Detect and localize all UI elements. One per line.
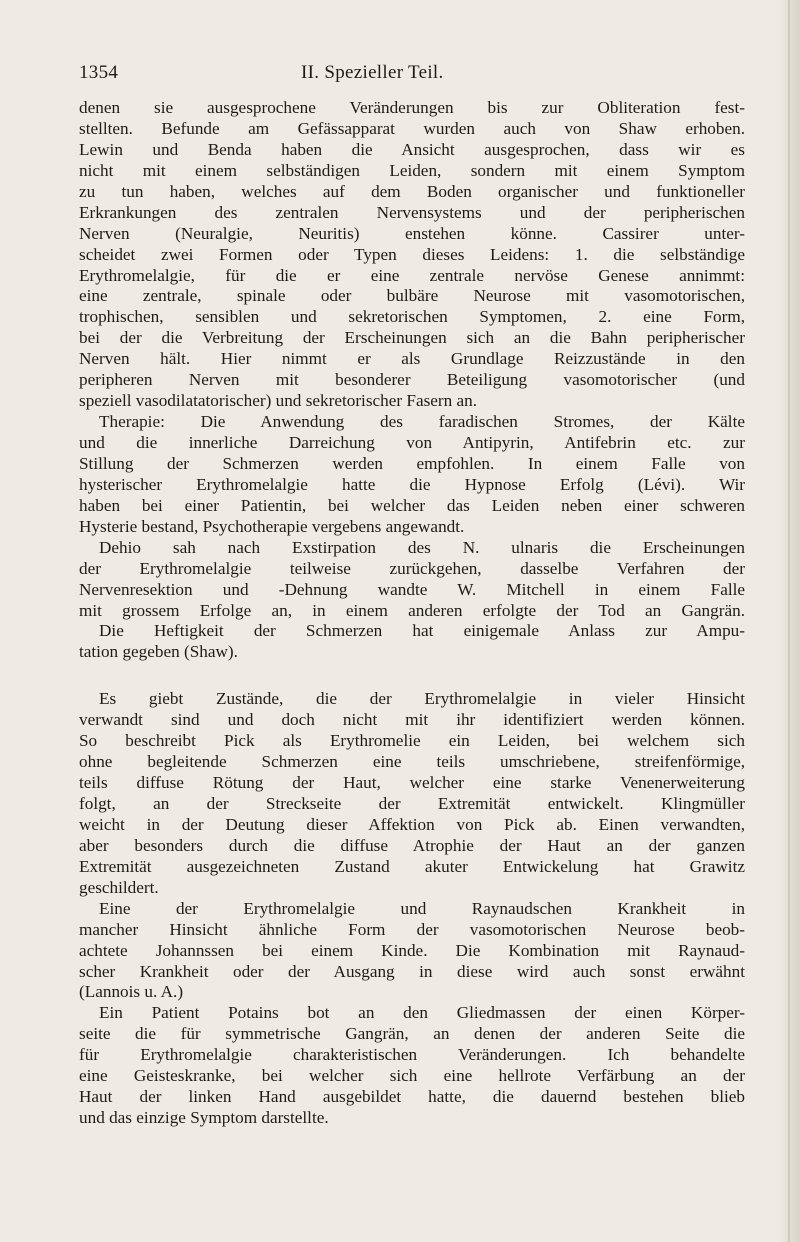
text-line: verwandt sind und doch nicht mit ihr identifiziert werden können. (79, 710, 745, 730)
text-line: nicht mit einem selbständigen Leiden, sondern mit einem Symptom (79, 160, 745, 180)
text-line: So beschreibt Pick als Erythromelie ein Leiden, bei welchem sich (79, 731, 745, 751)
text-line: der Erythromelalgie teilweise zurückgehen, dasselbe Verfahren der (79, 558, 745, 578)
text-line: peripheren Nerven mit besonderer Beteiligung vasomotorischer (und (79, 370, 745, 390)
text-line: Therapie: Die Anwendung des faradischen Stromes, der Kälte (99, 412, 745, 432)
text-line: Erythromelalgie, für die er eine zentrale nervöse Genese annimmt: (79, 265, 745, 285)
paragraph (79, 98, 745, 412)
text-line: Ein Patient Potains bot an den Gliedmassen der einen Körper- (99, 1003, 745, 1023)
page-number: 1354 (79, 62, 119, 83)
body-text (79, 98, 745, 1129)
text-line: und das einzige Symptom darstellte. (79, 1108, 329, 1128)
text-line: haben bei einer Patientin, bei welcher das Leiden neben einer schweren (79, 495, 745, 515)
text-line: Eine der Erythromelalgie und Raynaudschen Krankheit in (99, 898, 745, 918)
text-line: Erkrankungen des zentralen Nervensystems und der peripherischen (79, 202, 745, 222)
page-binding-line (788, 0, 790, 1242)
page-header (79, 62, 749, 88)
text-line: Stillung der Schmerzen werden empfohlen. In einem Falle von (79, 453, 745, 473)
text-line: Extremität ausgezeichneten Zustand akuter Entwickelung hat Grawitz (79, 856, 745, 876)
text-line: tation gegeben (Shaw). (79, 642, 238, 662)
text-line: scheidet zwei Formen oder Typen dieses Leidens: 1. die selbständige (79, 244, 745, 264)
text-line: hysterischer Erythromelalgie hatte die Hypnose Erfolg (Lévi). Wir (79, 474, 745, 494)
text-line: bei der die Verbreitung der Erscheinungen sich an die Bahn peripherischer (79, 328, 745, 348)
text-line: Die Heftigkeit der Schmerzen hat einigemale Anlass zur Ampu- (99, 621, 745, 641)
text-line: seite die für symmetrische Gangrän, an denen der anderen Seite die (79, 1024, 745, 1044)
text-line: für Erythromelalgie charakteristischen Veränderungen. Ich behandelte (79, 1045, 745, 1065)
text-line: Lewin und Benda haben die Ansicht ausgesprochen, dass wir es (79, 139, 745, 159)
text-line: aber besonders durch die diffuse Atrophie der Haut an der ganzen (79, 835, 745, 855)
text-line: Hysterie bestand, Psychotherapie vergebens angewandt. (79, 516, 465, 536)
text-line: mancher Hinsicht ähnliche Form der vasomotorischen Neurose beob- (79, 919, 745, 939)
paragraph (79, 412, 745, 538)
text-line: und die innerliche Darreichung von Antipyrin, Antifebrin etc. zur (79, 433, 745, 452)
text-line: stellten. Befunde am Gefässapparat wurden auch von Shaw erhoben. (79, 118, 745, 138)
paragraph (79, 899, 745, 1004)
text-line: scher Krankheit oder der Ausgang in diese wird auch sonst erwähnt (79, 961, 745, 981)
text-line: teils diffuse Rötung der Haut, welcher eine starke Venenerweiterung (79, 773, 745, 793)
text-line: trophischen, sensiblen und sekretorischen Symptomen, 2. eine Form, (79, 307, 745, 327)
text-line: eine zentrale, spinale oder bulbäre Neurose mit vasomotorischen, (79, 286, 745, 306)
text-line: eine Geisteskranke, bei welcher sich eine hellrote Verfärbung an der (79, 1066, 745, 1086)
paragraph (79, 689, 745, 898)
text-line: denen sie ausgesprochene Veränderungen bis zur Obliteration fest- (79, 98, 745, 117)
text-line: Nervenresektion und -Dehnung wandte W. Mitchell in einem Falle (79, 579, 745, 599)
running-head: II. Spezieller Teil. (301, 62, 444, 83)
text-line: weicht in der Deutung dieser Affektion von Pick ab. Einen verwandten, (79, 814, 745, 834)
section-gap (79, 663, 745, 689)
text-line: Nerven (Neuralgie, Neuritis) enstehen könne. Cassirer unter- (79, 223, 745, 243)
text-line: (Lannois u. A.) (79, 982, 184, 1002)
paragraph (79, 538, 745, 622)
text-line: Haut der linken Hand ausgebildet hatte, die dauernd bestehen blieb (79, 1087, 745, 1107)
text-line: folgt, an der Streckseite der Extremität entwickelt. Klingmüller (79, 794, 745, 813)
text-line: geschildert. (79, 877, 159, 897)
paragraph (79, 621, 745, 663)
text-line: zu tun haben, welches auf dem Boden organischer und funktioneller (79, 181, 745, 201)
text-line: achtete Johannssen bei einem Kinde. Die Kombination mit Raynaud- (79, 940, 745, 960)
text-line: Nerven hält. Hier nimmt er als Grundlage Reizzustände in den (79, 349, 745, 369)
paragraph (79, 1003, 745, 1129)
text-line: Dehio sah nach Exstirpation des N. ulnaris die Erscheinungen (99, 537, 745, 557)
text-line: mit grossem Erfolge an, in einem anderen erfolgte der Tod an Gangrän. (79, 600, 745, 620)
text-line: speziell vasodilatatorischer) und sekretorischer Fasern an. (79, 391, 478, 411)
text-line: Es giebt Zustände, die der Erythromelalgie in vieler Hinsicht (99, 689, 745, 709)
text-line: ohne begleitende Schmerzen eine teils umschriebene, streifenförmige, (79, 752, 745, 772)
